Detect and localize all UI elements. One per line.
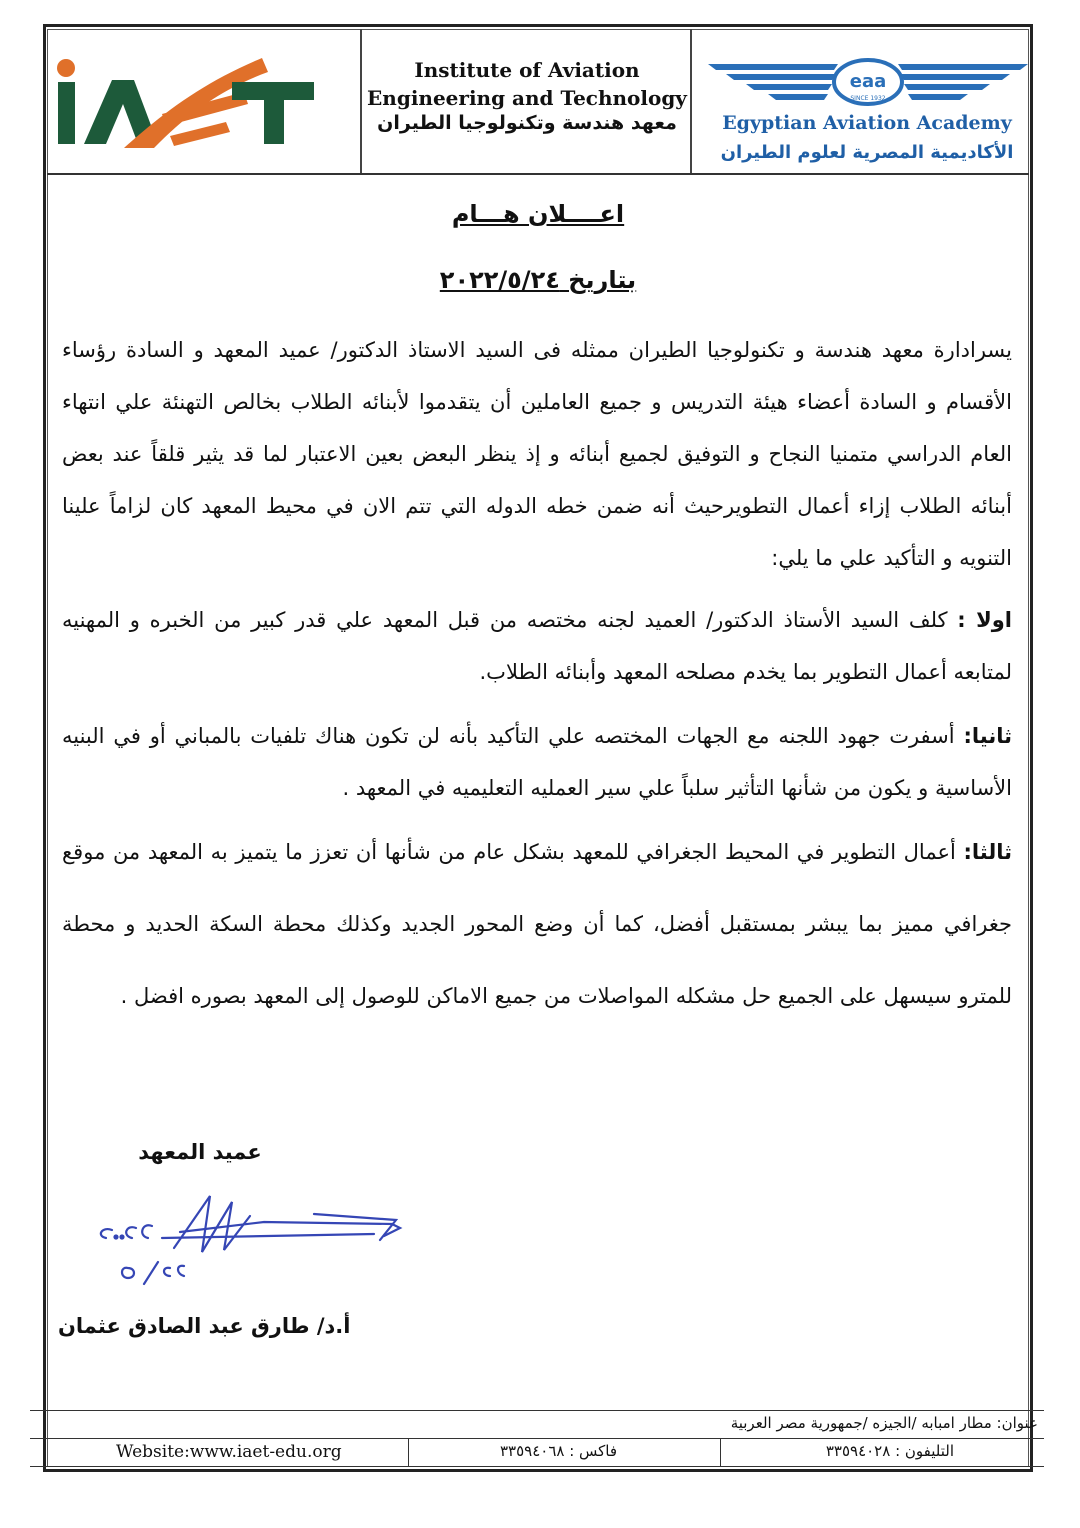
academy-name-ar: الأكاديمية المصرية لعلوم الطيران	[720, 142, 1014, 163]
dean-title: عميد المعهد	[138, 1140, 262, 1164]
footer-fax: فاكس : ٣٣٥٩٤٠٦٨	[500, 1442, 618, 1460]
point-3-lead: ثالثا:	[963, 840, 1012, 864]
announcement-title: اعــــلان هـــام	[451, 200, 625, 228]
footer-divider	[720, 1438, 721, 1466]
institute-name-en-line2: Engineering and Technology	[367, 86, 687, 110]
eaa-wings-logo	[708, 58, 1028, 110]
footer	[30, 1408, 1044, 1468]
announcement-date: بتاريخ ٢٠٢٢/٥/٢٤	[439, 266, 637, 294]
point-2	[62, 710, 1012, 814]
footer-divider	[408, 1438, 409, 1466]
institute-name-en	[362, 56, 692, 112]
footer-rule	[30, 1466, 1044, 1467]
eaa-since-text: SINCE 1932	[850, 95, 886, 102]
footer-address: عنوان: مطار امبابه /الجيزه /جمهورية مصر العربية	[730, 1414, 1038, 1432]
footer-website: Website:www.iaet-edu.org	[116, 1442, 342, 1462]
point-3-text: أعمال التطوير في المحيط الجغرافي للمعهد بشكل عام من شأنها أن تعزز ما يتميز به المعهد من موقع جغرافي مميز بما يبشر بمستقبل أفضل، كما أن وضع المحور الجديد وكذلك محطة السكة الحديد و محطة للمترو سيسهل على الجميع حل مشكله المواصلات من جميع الاماكن للوصول إلى المعهد بصوره افضل .	[62, 840, 1012, 1008]
footer-rule	[30, 1410, 1044, 1411]
iaet-logo	[54, 52, 316, 152]
point-1	[62, 594, 1012, 698]
signatory-name: أ.د/ طارق عبد الصادق عثمان	[58, 1314, 351, 1338]
academy-name-en: Egyptian Aviation Academy	[722, 112, 1012, 134]
point-1-text: كلف السيد الأستاذ الدكتور/ العميد لجنه مختصه من قبل المعهد علي قدر كبير من الخبره و المهنيه لمتابعه أعمال التطوير بما يخدم مصلحه المعهد وأبنائه الطلاب.	[62, 608, 1012, 684]
institute-name-ar: معهد هندسة وتكنولوجيا الطيران	[377, 112, 677, 134]
point-2-text: أسفرت جهود اللجنه مع الجهات المختصه علي التأكيد بأنه لن تكون هناك تلفيات بالمباني أو في البنيه الأساسية و يكون من شأنها التأثير سلباً علي سير العمليه التعليميه في المعهد .	[62, 724, 1012, 800]
point-2-lead: ثانيا:	[963, 724, 1012, 748]
footer-phone: التليفون : ٣٣٥٩٤٠٢٨	[825, 1442, 954, 1460]
point-1-lead: اولا :	[957, 608, 1012, 632]
institute-name-en-line1: Institute of Aviation	[414, 58, 640, 82]
signature	[84, 1192, 414, 1312]
eaa-badge-text: eaa	[849, 71, 887, 92]
footer-rule	[30, 1438, 1044, 1439]
point-3	[62, 816, 1012, 1032]
intro-paragraph: يسرادارة معهد هندسة و تكنولوجيا الطيران ممثله فى السيد الاستاذ الدكتور/ عميد المعهد و السادة رؤساء الأقسام و السادة أعضاء هيئة التدريس و جميع العاملين أن يتقدموا لأبنائه الطلاب بخالص التهنئة علي انتهاء العام الدراسي متمنيا النجاح و التوفيق لجميع أبنائه و إذ ينظر البعض بعين الاعتبار لما قد يثير قلقاً عند بعض أبنائه الطلاب إزاء أعمال التطويرحيث أنه ضمن خطه الدوله التي تتم الان في محيط المعهد كان لزاماً علينا التنويه و التأكيد علي ما يلي:	[62, 338, 1012, 570]
